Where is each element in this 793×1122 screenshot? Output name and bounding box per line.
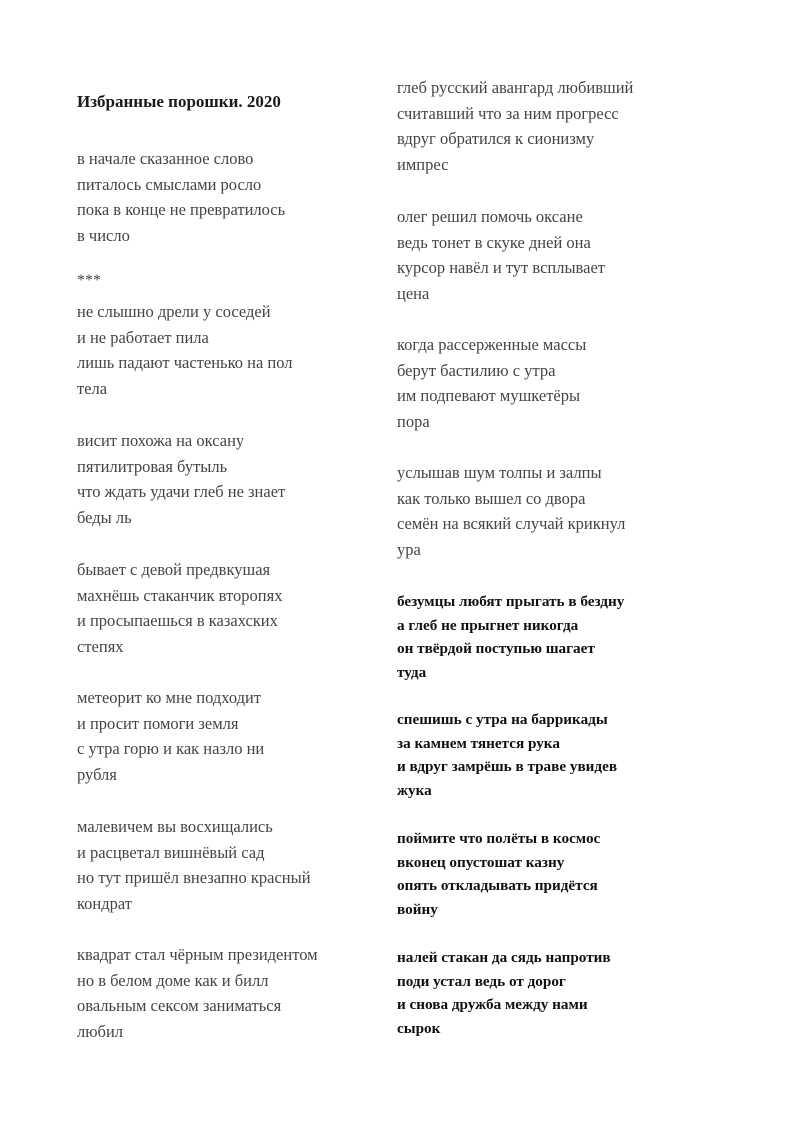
poem-line: висит похожа на оксану (77, 431, 245, 450)
poem-line: а глеб не прыгнет никогда (397, 616, 579, 634)
poem-right-3 (397, 332, 586, 435)
poem-line: вконец опустошат казну (397, 853, 565, 871)
poem-line: поди устал ведь от дорог (397, 972, 566, 990)
poem-line: пока в конце не превратилось (77, 200, 286, 220)
poem-line: степях (77, 637, 124, 657)
poem-line: и не работает пила (77, 327, 209, 347)
poem-line: за камнем тянется рука (397, 734, 560, 752)
poem-line: и просыпаешься в казахских (77, 611, 278, 631)
poem-line: овальным сексом заниматься (77, 996, 282, 1016)
poem-line: он твёрдой поступью шагает (397, 640, 595, 658)
poem-line: не слышно дрели у соседей (77, 302, 271, 321)
poem-line: квадрат стал чёрным президентом (77, 945, 318, 964)
poem-line: любил (77, 1022, 124, 1042)
poem-left-5 (77, 685, 264, 788)
poem-line: ведь тонет в скуке дней она (397, 232, 591, 252)
poem-line: но в белом доме как и билл (77, 970, 269, 990)
poem-line: жука (397, 781, 432, 799)
poem-line: берут бастилию с утра (397, 360, 556, 380)
poem-line: но тут пришёл внезапно красный (77, 868, 311, 888)
poem-line: пятилитровая бутыль (77, 456, 228, 476)
poem-line: тела (77, 379, 108, 399)
poem-line: услышав шум толпы и залпы (397, 463, 602, 482)
poem-line: когда рассерженные массы (397, 335, 587, 354)
poem-right-8 (397, 946, 611, 1040)
poem-left-3 (77, 428, 285, 531)
poem-line: и снова дружба между нами (397, 996, 588, 1014)
poem-line: олег решил помочь оксане (397, 207, 583, 226)
poem-line: им подпевают мушкетёры (397, 386, 581, 406)
poem-line: лишь падают частенько на пол (77, 353, 293, 373)
poem-line: цена (397, 284, 430, 304)
poem-left-1 (77, 146, 285, 249)
document-title: Избранные порошки. 2020 (77, 92, 281, 111)
poem-line: считавший что за ним прогресс (397, 103, 619, 123)
poem-right-2 (397, 204, 605, 307)
poem-line: вдруг обратился к сионизму (397, 129, 595, 149)
poem-line: туда (397, 663, 427, 681)
poem-line: и вдруг замрёшь в траве увидев (397, 758, 618, 776)
poem-left-7 (77, 942, 318, 1045)
poem-right-5 (397, 590, 624, 684)
poem-line: питалось смыслами росло (77, 174, 262, 194)
poem-line: что ждать удачи глеб не знает (77, 482, 286, 502)
poem-line: налей стакан да сядь напротив (397, 949, 611, 966)
poem-line: и просит помоги земля (77, 713, 239, 733)
poem-left-4 (77, 557, 282, 660)
poem-line: семён на всякий случай крикнул (397, 514, 626, 534)
poem-line: глеб русский авангард любивший (397, 78, 634, 97)
poem-line: махнёшь стаканчик второпях (77, 585, 283, 605)
poem-line: курсор навёл и тут всплывает (397, 258, 605, 278)
poem-line: рубля (77, 765, 117, 785)
poem-line: в начале сказанное слово (77, 149, 254, 168)
poem-line: в число (77, 226, 130, 246)
poem-left-2 (77, 299, 293, 402)
poem-line: войну (397, 900, 438, 918)
poem-right-7 (397, 827, 600, 921)
poem-line: беды ль (77, 508, 132, 528)
poem-right-4 (397, 460, 625, 563)
poem-line: с утра горю и как назло ни (77, 739, 265, 759)
poem-line: малевичем вы восхищались (77, 817, 273, 836)
poem-line: как только вышел со двора (397, 488, 586, 508)
poem-line: ура (397, 540, 421, 560)
poem-left-6 (77, 814, 311, 917)
poem-right-1 (397, 75, 633, 178)
poem-line: и расцветал вишнёвый сад (77, 842, 265, 862)
poem-line: безумцы любят прыгать в бездну (397, 593, 625, 610)
poem-line: поймите что полёты в космос (397, 830, 601, 847)
poem-line: спешишь с утра на баррикады (397, 711, 608, 728)
poem-line: сырок (397, 1019, 441, 1037)
poem-right-6 (397, 708, 617, 802)
stanza-separator: *** (77, 272, 101, 289)
poem-line: опять откладывать придётся (397, 877, 598, 895)
poem-line: пора (397, 412, 430, 432)
poem-line: метеорит ко мне подходит (77, 688, 262, 707)
poem-line: бывает с девой предвкушая (77, 560, 271, 579)
poem-line: импрес (397, 155, 449, 175)
poem-line: кондрат (77, 894, 133, 914)
